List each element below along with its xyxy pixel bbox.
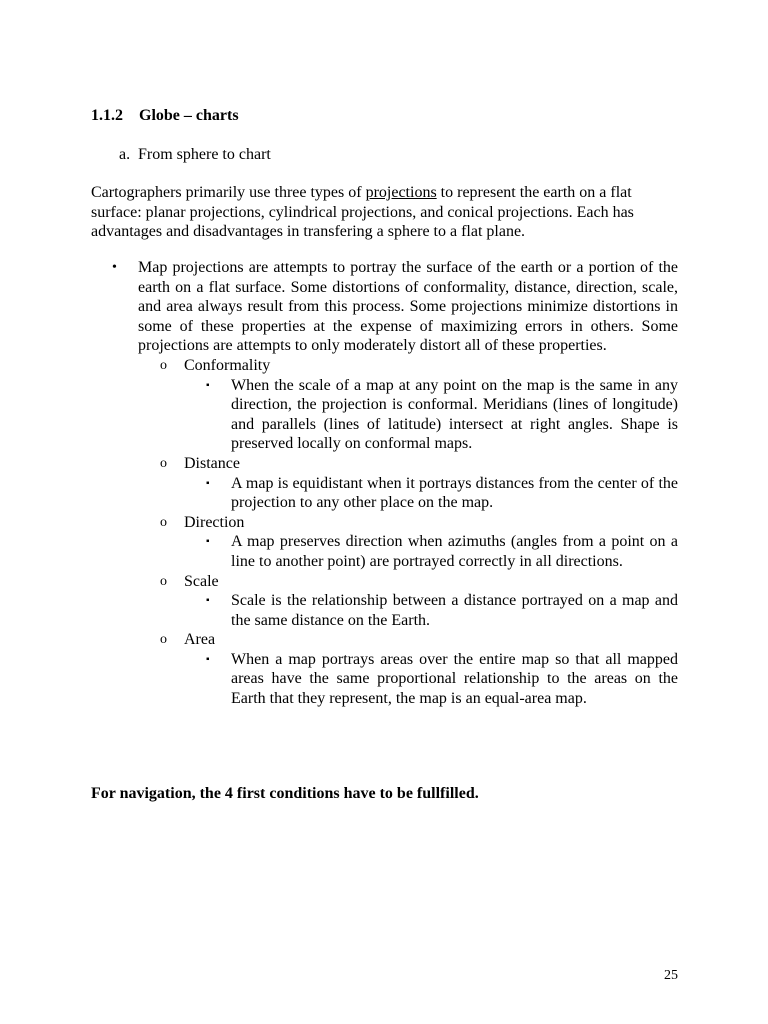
- circle-marker: o: [160, 357, 167, 373]
- bullet-marker: •: [112, 260, 117, 275]
- subsection-heading: [119, 145, 271, 165]
- property-conformality-label-row: [112, 356, 678, 376]
- property-name: Distance: [184, 454, 240, 472]
- property-name: Conformality: [184, 356, 271, 374]
- property-description: When the scale of a map at any point on the map is the same in any direction, the projection is conformal. Meridians (lines of longitude) and parallels (lines of latitude) intersect at right angles. Shape is preserved locally on conformal maps.: [231, 376, 678, 453]
- property-scale-description-row: [112, 591, 678, 630]
- square-marker: ▪: [206, 595, 210, 607]
- intro-paragraph: [91, 183, 685, 242]
- intro-text-after-link: to represent the earth on a flat surface: planar projections, cylindrical projections, and conical projections. Each has advantages and disadvantages in transfering a sphere to a flat plane.: [91, 184, 634, 241]
- property-area-description-row: [112, 650, 678, 709]
- bullet-text: Map projections are attempts to portray the surface of the earth or a portion of the earth on a flat surface. Some distortions of conformality, distance, direction, scale, and area always result from this process. Some projections minimize distortions in some of these properties at the expense of maximizing errors in others. Some projections are attempts to only moderately distort all of these properties.: [138, 259, 678, 355]
- property-distance-label-row: [112, 454, 678, 474]
- circle-marker: o: [160, 514, 167, 530]
- projections-link[interactable]: projections: [365, 184, 437, 201]
- property-distance-description-row: [112, 474, 678, 513]
- subsection-title: From sphere to chart: [138, 146, 271, 163]
- square-marker: ▪: [206, 653, 210, 665]
- property-direction-description-row: [112, 532, 678, 571]
- property-name: Area: [184, 631, 216, 649]
- square-marker: ▪: [206, 477, 210, 489]
- property-description: A map is equidistant when it portrays distances from the center of the projection to any other place on the map.: [231, 474, 678, 512]
- bullet-list: [112, 258, 678, 709]
- circle-marker: o: [160, 573, 167, 589]
- circle-marker: o: [160, 632, 167, 648]
- property-description: Scale is the relationship between a distance portrayed on a map and the same distance on the Earth.: [231, 592, 678, 629]
- section-heading: [91, 106, 239, 126]
- property-conformality-description-row: [112, 376, 678, 454]
- section-number: 1.1.2: [91, 107, 123, 124]
- property-description: When a map portrays areas over the entire map so that all mapped areas have the same proportional relationship to the areas on the Earth that they represent, the map is an equal-area map.: [231, 650, 678, 708]
- page-number: 25: [664, 968, 678, 983]
- property-description: A map preserves direction when azimuths (angles from a point on a line to another point) are portrayed correctly in all directions.: [231, 533, 678, 570]
- property-list: [112, 356, 678, 709]
- intro-text-before-link: Cartographers primarily use three types of: [91, 184, 366, 201]
- property-name: Direction: [184, 513, 245, 531]
- property-direction-label-row: [112, 513, 678, 533]
- circle-marker: o: [160, 455, 167, 471]
- section-title: Globe – charts: [139, 107, 239, 124]
- square-marker: ▪: [206, 379, 210, 391]
- subsection-letter: a.: [119, 146, 131, 163]
- property-area-label-row: [112, 630, 678, 650]
- square-marker: ▪: [206, 536, 210, 548]
- property-scale-label-row: [112, 572, 678, 592]
- bullet-item: [112, 258, 678, 356]
- closing-statement: For navigation, the 4 first conditions have to be fullfilled.: [91, 785, 479, 802]
- property-name: Scale: [184, 572, 219, 590]
